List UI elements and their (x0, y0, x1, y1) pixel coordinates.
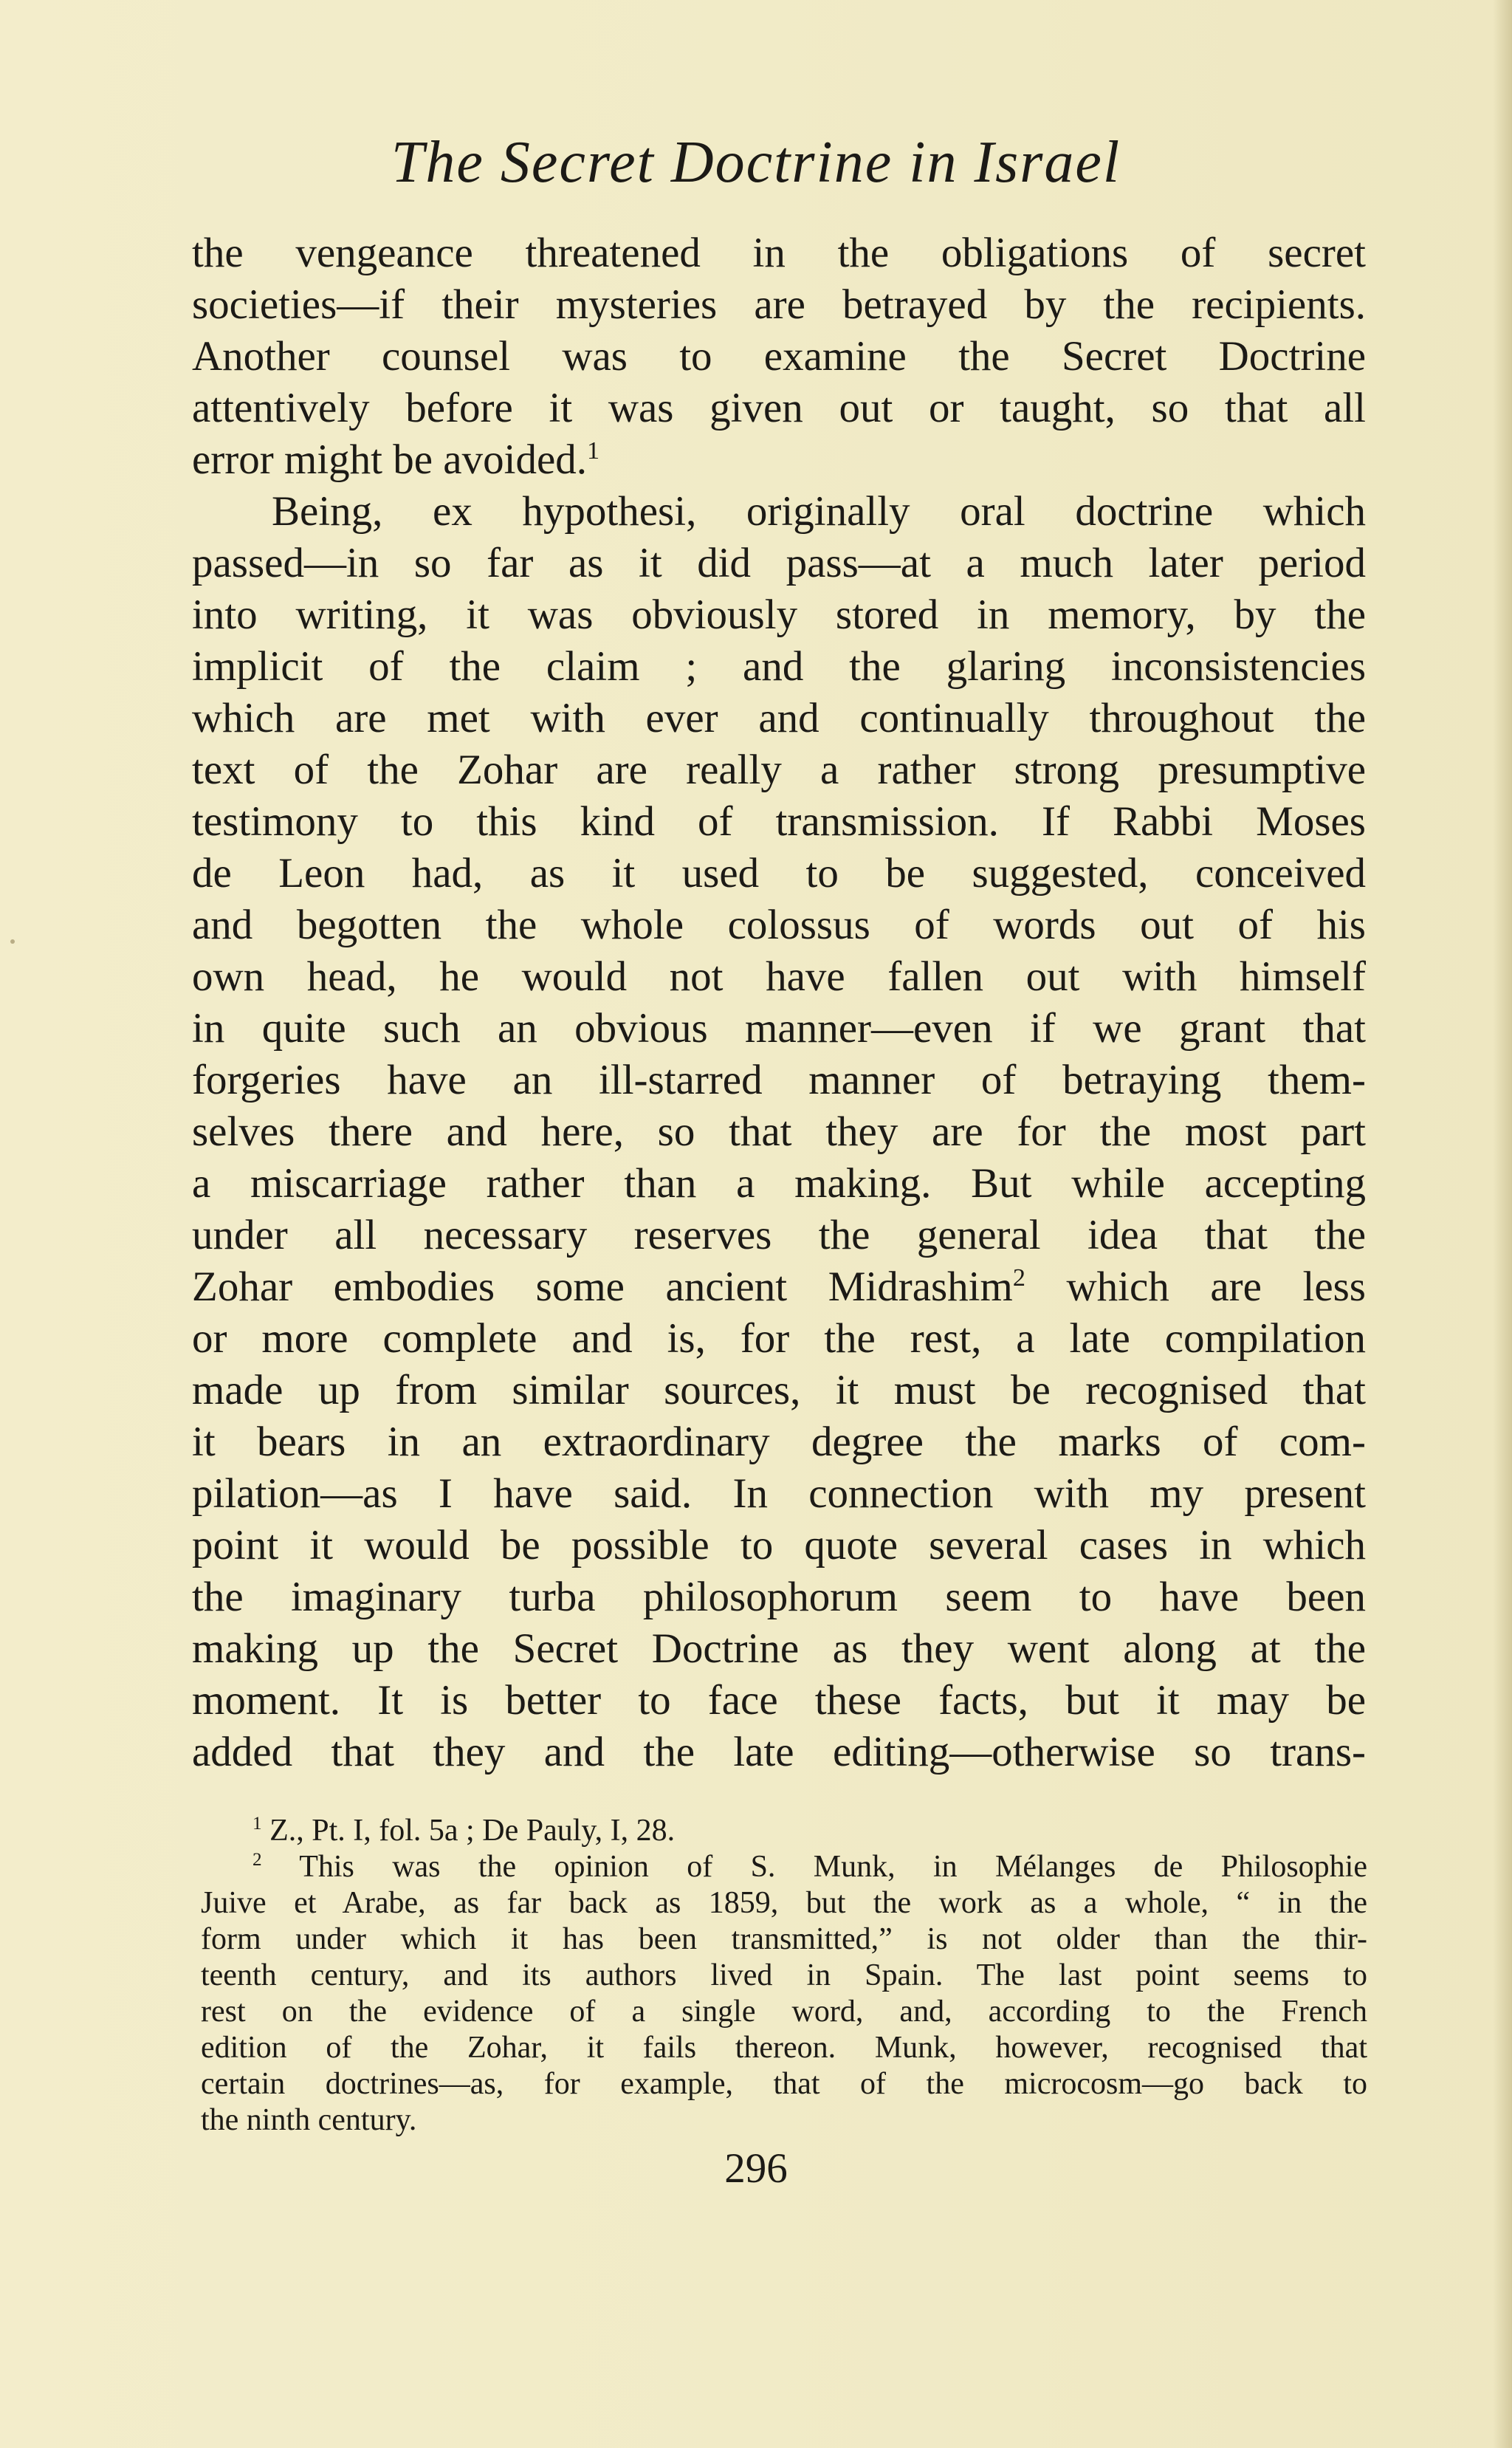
footnote-author: Munk (813, 1850, 888, 1884)
text-line-part: seem to have been (898, 1574, 1366, 1620)
footnote-marker: 1 (252, 1814, 262, 1834)
text-line-part: the imaginary (192, 1574, 509, 1620)
text-line (192, 486, 1366, 538)
footnote-line: rest on the evidence of a single word, and, according to the French (201, 1995, 1367, 2029)
text-line: made up from similar sources, it must be recognised that (192, 1367, 1366, 1413)
text-line: it bears in an extraordinary degree the marks of com- (192, 1419, 1366, 1465)
body-text (192, 227, 1366, 1778)
latin-phrase: ex hypothesi, (433, 488, 697, 535)
footnote-line: edition of the Zohar, it fails thereon. Munk, however, recognised that (201, 2031, 1367, 2065)
text-line-part: error might be avoided. (192, 436, 587, 483)
footnote-marker: 2 (252, 1850, 262, 1870)
footnote-text: , in (887, 1850, 996, 1884)
text-line: societies—if their mysteries are betrayed by the recipients. (192, 281, 1366, 328)
footnote-line: the ninth century. (201, 2103, 417, 2137)
page-number: 296 (724, 2145, 788, 2192)
text-line: or more complete and is, for the rest, a late compilation (192, 1315, 1366, 1362)
text-line: and begotten the whole colossus of words out of his (192, 902, 1366, 948)
text-line: de Leon had, as it used to be suggested, conceived (192, 850, 1366, 896)
text-line: selves there and here, so that they are for the most part (192, 1108, 1366, 1155)
text-line-part: Zohar embodies some ancient (192, 1264, 828, 1310)
text-line: passed—in so far as it did pass—at a much later period (192, 540, 1366, 586)
text-line: which are met with ever and continually throughout the (192, 695, 1366, 741)
latin-phrase: turba philosophorum (509, 1574, 898, 1620)
page-edge-shadow (1493, 0, 1512, 2448)
hebrew-term: Midrashim (828, 1264, 1013, 1310)
footnote-text: This was the opinion of S. (299, 1850, 814, 1884)
text-line: own head, he would not have fallen out with himself (192, 953, 1366, 1000)
footnote-text: Z., Pt. I, fol. 5a ; (269, 1814, 483, 1848)
text-line: point it would be possible to quote several cases in which (192, 1522, 1366, 1568)
text-line: a miscarriage rather than a making. But while accepting (192, 1160, 1366, 1207)
paper-speck (10, 939, 15, 944)
text-line: the vengeance threatened in the obligations of secret (192, 230, 1366, 276)
footnote-title: Juive et Arabe (201, 1886, 419, 1920)
text-line (192, 434, 1366, 486)
note-ref-2: 2 (1012, 1264, 1025, 1292)
footnote-line: certain doctrines—as, for example, that of the microcosm—go back to (201, 2067, 1367, 2101)
text-line: under all necessary reserves the general idea that the (192, 1212, 1366, 1258)
footnote-text: , as far back as 1859, but the work as a whole, “ in the (418, 1886, 1368, 1920)
text-line: into writing, it was obviously stored in memory, by the (192, 592, 1366, 638)
text-line-part: originally oral doctrine which (696, 488, 1367, 535)
footnote-author: De Pauly (482, 1814, 595, 1848)
footnote-text: , I, 28. (594, 1814, 676, 1848)
footnotes (201, 1813, 1367, 2139)
text-line: implicit of the claim ; and the glaring inconsistencies (192, 643, 1366, 690)
text-line: forgeries have an ill-starred manner of betraying them- (192, 1057, 1366, 1103)
text-line: making up the Secret Doctrine as they went along at the (192, 1625, 1366, 1672)
footnote-title: Mélanges de Philosophie (995, 1850, 1367, 1884)
running-head: The Secret Doctrine in Israel (391, 130, 1121, 195)
footnote-line: form under which it has been transmitted,” is not older than the thir- (201, 1922, 1367, 1956)
text-line: pilation—as I have said. In connection with my present (192, 1470, 1366, 1517)
text-line: attentively before it was given out or taught, so that all (192, 385, 1366, 431)
text-line: added that they and the late editing—otherwise so trans- (192, 1729, 1366, 1775)
footnote-2 (201, 1849, 1367, 1885)
text-line: Another counsel was to examine the Secret Doctrine (192, 333, 1366, 380)
footnote-1 (201, 1813, 1367, 1849)
note-ref-1: 1 (587, 437, 600, 464)
text-line-part: Being, (272, 488, 433, 535)
text-line: text of the Zohar are really a rather strong presumptive (192, 747, 1366, 793)
text-line (192, 1261, 1366, 1313)
footnote-line (201, 1885, 1367, 1921)
footnote-line: teenth century, and its authors lived in Spain. The last point seems to (201, 1958, 1367, 1992)
text-line-part: which are less (1025, 1264, 1366, 1310)
text-line: in quite such an obvious manner—even if we grant that (192, 1005, 1366, 1052)
text-line: moment. It is better to face these facts, but it may be (192, 1677, 1366, 1724)
text-line (192, 1571, 1366, 1623)
text-line: testimony to this kind of transmission. If Rabbi Moses (192, 798, 1366, 845)
